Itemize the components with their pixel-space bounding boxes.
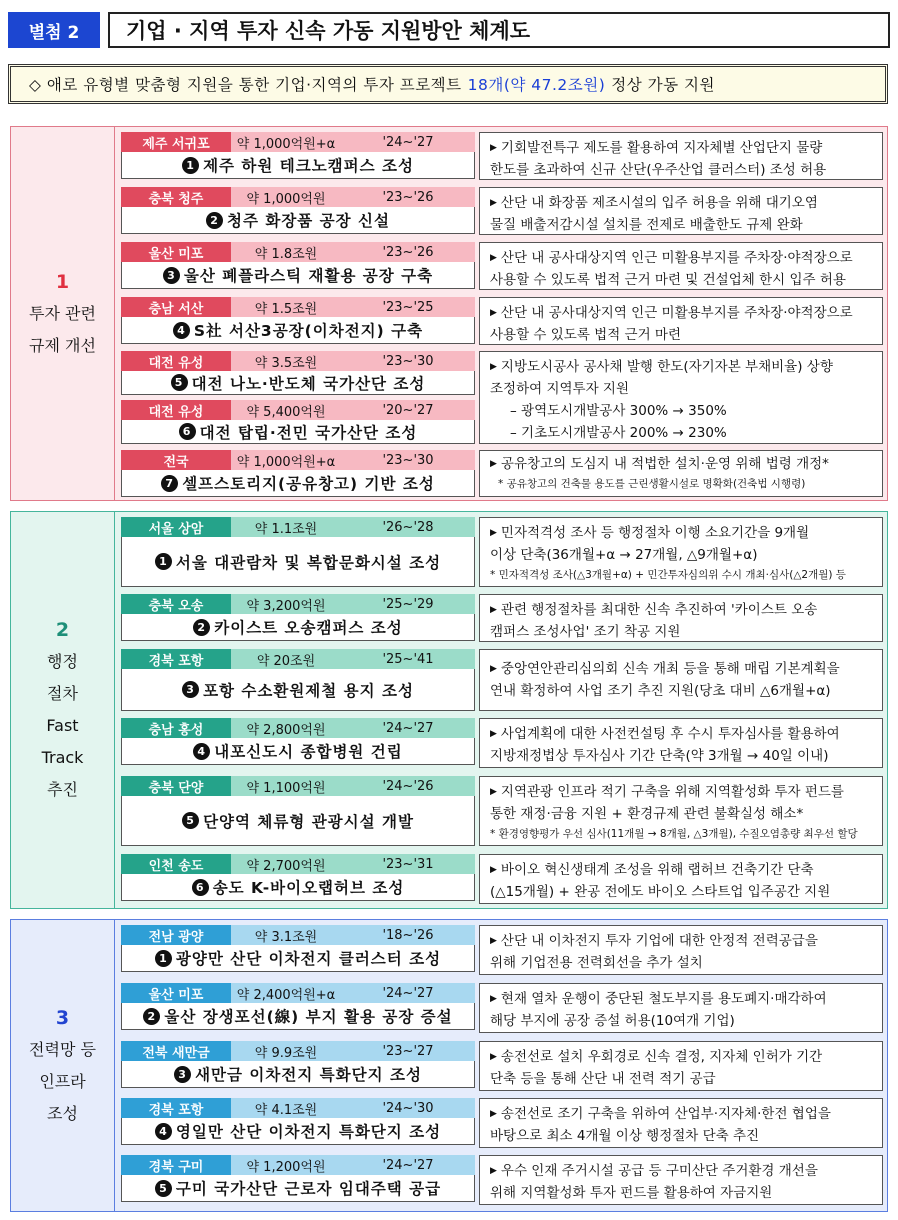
project-name: 대전 나노·반도체 국가산단 조성 — [191, 374, 426, 393]
number-badge: 4 — [155, 1123, 172, 1140]
number-badge: 1 — [155, 553, 172, 570]
project-name: 포항 수소환원제철 용지 조성 — [203, 681, 414, 700]
number-badge: 2 — [206, 212, 223, 229]
measure-box — [479, 594, 883, 642]
project-card — [121, 517, 475, 587]
project-period: '24~'27 — [341, 1155, 475, 1175]
project-region: 대전 유성 — [121, 400, 231, 420]
project-name: 카이스트 오송캠퍼스 조성 — [214, 619, 403, 637]
measure-line: 연내 확정하여 사업 조기 추진 지원(당초 대비 △6개월+α) — [490, 683, 831, 699]
measure-line: 지역관광 인프라 적기 구축을 위해 지역활성화 투자 펀드를 — [500, 784, 844, 800]
measure-line: 우수 인재 주거시설 공급 등 구미산단 주거환경 개선을 — [500, 1163, 818, 1179]
project-amount: 약 1,000억원+α — [231, 450, 341, 470]
project-period: '24~'30 — [341, 1098, 475, 1118]
project-period: '23~'27 — [341, 1041, 475, 1061]
section-number: 3 — [55, 1006, 70, 1029]
project-amount: 약 20조원 — [231, 649, 341, 669]
project-region: 경북 구미 — [121, 1155, 231, 1175]
measure-line: 이상 단축(36개월+α → 27개월, △9개월+α) — [490, 547, 758, 563]
project-card — [121, 776, 475, 846]
project-region: 제주 서귀포 — [121, 132, 231, 152]
number-badge: 7 — [161, 475, 178, 492]
project-region: 울산 미포 — [121, 983, 231, 1003]
measure-box — [479, 297, 883, 345]
measure-line: – 기초도시개발공사 200% → 230% — [510, 425, 727, 441]
appendix-badge: 별첨 2 — [8, 12, 100, 48]
measure-box — [479, 1098, 883, 1148]
number-badge: 4 — [193, 743, 210, 760]
measure-line: 송전선로 조기 구축을 위하여 산업부·지자체·한전 협업을 — [500, 1106, 831, 1122]
triangle-bullet-icon: ▶ — [490, 994, 497, 1004]
triangle-bullet-icon: ▶ — [490, 1052, 497, 1062]
measure-line: 민자적격성 조사 등 행정절차 이행 소요기간을 9개월 — [500, 525, 810, 541]
project-amount: 약 3.1조원 — [231, 925, 341, 945]
project-period: '25~'29 — [341, 594, 475, 614]
project-card — [121, 400, 475, 444]
measure-line: 관련 행정절차를 최대한 신속 추진하여 '카이스트 오송 — [500, 602, 818, 618]
section-title-line: 추진 — [47, 780, 78, 799]
triangle-bullet-icon: ▶ — [490, 664, 497, 674]
number-badge: 1 — [182, 157, 199, 174]
triangle-bullet-icon: ▶ — [490, 605, 497, 615]
project-period: '23~'31 — [341, 854, 475, 874]
measure-footnote: * 공유창고의 건축물 용도를 근린생활시설로 명확화(건축법 시행령) — [498, 478, 806, 490]
measure-line: 지방도시공사 공사채 발행 한도(자기자본 부채비율) 상향 — [500, 359, 833, 375]
project-amount: 약 4.1조원 — [231, 1098, 341, 1118]
project-period: '24~'27 — [341, 132, 475, 152]
measure-box — [479, 925, 883, 975]
measure-box — [479, 242, 883, 290]
triangle-bullet-icon: ▶ — [490, 936, 497, 946]
measure-line: 중앙연안관리심의회 신속 개최 등을 통해 매립 기본계획을 — [500, 661, 840, 677]
project-region: 울산 미포 — [121, 242, 231, 262]
project-amount: 약 1,000억원 — [231, 187, 341, 207]
triangle-bullet-icon: ▶ — [490, 729, 497, 739]
measure-box — [479, 187, 883, 235]
number-badge: 5 — [155, 1180, 172, 1197]
section-title-line: 행정 — [47, 652, 78, 671]
measure-line: 캠퍼스 조성사업' 조기 착공 지원 — [490, 624, 681, 640]
triangle-bullet-icon: ▶ — [490, 865, 497, 875]
project-card — [121, 594, 475, 641]
section-infrastructure — [10, 919, 888, 1212]
project-name: S社 서산3공장(이차전지) 구축 — [193, 322, 424, 340]
project-region: 충북 청주 — [121, 187, 231, 207]
project-card — [121, 1098, 475, 1145]
measure-line: 현재 열차 운행이 중단된 철도부지를 용도폐지·매각하여 — [500, 991, 827, 1007]
project-amount: 약 1.8조원 — [231, 242, 341, 262]
measure-box — [479, 517, 883, 587]
project-card — [121, 450, 475, 497]
summary-prefix: ◇ 애로 유형별 맞춤형 지원을 통한 기업·지역의 투자 프로젝트 — [29, 76, 462, 94]
project-amount: 약 1,200억원 — [231, 1155, 341, 1175]
project-period: '23~'30 — [341, 351, 475, 371]
measure-line: 조정하여 지역투자 지원 — [490, 381, 629, 397]
measure-line: 기회발전특구 제도를 활용하여 지자체별 산업단지 물량 — [500, 140, 823, 156]
project-name: 서울 대관람차 및 복합문화시설 조성 — [175, 553, 442, 572]
project-period: '18~'26 — [341, 925, 475, 945]
project-region: 경북 포항 — [121, 1098, 231, 1118]
project-period: '20~'27 — [341, 400, 475, 420]
project-period: '24~'27 — [341, 718, 475, 738]
measure-box — [479, 351, 883, 444]
project-region: 인천 송도 — [121, 854, 231, 874]
measure-box — [479, 132, 883, 180]
measure-line: 지방재정법상 투자심사 기간 단축(약 3개월 → 40일 이내) — [490, 748, 829, 764]
measure-line: (△15개월) + 완공 전에도 바이오 스타트업 입주공간 지원 — [490, 884, 831, 900]
project-period: '25~'41 — [341, 649, 475, 669]
triangle-bullet-icon: ▶ — [490, 1109, 497, 1119]
project-amount: 약 3.5조원 — [231, 351, 341, 371]
measure-line: 바이오 혁신생태계 조성을 위해 랩허브 건축기간 단축 — [500, 862, 814, 878]
project-amount: 약 3,200억원 — [231, 594, 341, 614]
project-amount: 약 1,000억원+α — [231, 132, 341, 152]
triangle-bullet-icon: ▶ — [490, 459, 497, 469]
project-amount: 약 9.9조원 — [231, 1041, 341, 1061]
section-number: 2 — [55, 619, 70, 641]
measure-line: 산단 내 화장품 제조시설의 입주 허용을 위해 대기오염 — [500, 195, 818, 211]
project-amount: 약 1,100억원 — [231, 776, 341, 796]
number-badge: 1 — [155, 950, 172, 967]
triangle-bullet-icon: ▶ — [490, 787, 497, 797]
section-title-line: 조성 — [47, 1103, 78, 1123]
measure-footnote: * 민자적격성 조사(△3개월+α) + 민간투자심의위 수시 개최·심사(△2개월) 등 — [490, 569, 846, 581]
project-name: 단양역 체류형 관광시설 개발 — [203, 812, 414, 831]
project-card — [121, 1041, 475, 1088]
project-name: 대전 탑립·전민 국가산단 조성 — [199, 423, 418, 442]
project-name: 송도 K-바이오랩허브 조성 — [212, 879, 405, 897]
project-region: 서울 상암 — [121, 517, 231, 537]
triangle-bullet-icon: ▶ — [490, 362, 497, 372]
project-period: '24~'26 — [341, 776, 475, 796]
triangle-bullet-icon: ▶ — [490, 253, 497, 263]
triangle-bullet-icon: ▶ — [490, 308, 497, 318]
project-period: '23~'26 — [341, 242, 475, 262]
project-card — [121, 718, 475, 765]
measure-line: 해당 부지에 공장 증설 허용(10여개 기업) — [490, 1013, 735, 1029]
number-badge: 2 — [193, 619, 210, 636]
section-number: 1 — [55, 270, 70, 293]
project-period: '24~'27 — [341, 983, 475, 1003]
project-card — [121, 649, 475, 711]
measure-line: 사업계획에 대한 사전컨설팅 후 수시 투자심사를 활용하여 — [500, 726, 840, 742]
measure-line: 공유창고의 도심지 내 적법한 설치·운영 위해 법령 개정* — [500, 456, 829, 472]
section-regulation — [10, 126, 888, 501]
project-name: 울산 폐플라스틱 재활용 공장 구축 — [183, 267, 434, 285]
project-region: 대전 유성 — [121, 351, 231, 371]
section-title-line: 절차 — [47, 684, 78, 703]
number-badge: 5 — [171, 374, 188, 391]
measure-line: 단축 등을 통해 산단 내 전력 적기 공급 — [490, 1071, 716, 1087]
section-title-line: 인프라 — [39, 1071, 86, 1091]
measure-line: 산단 내 이차전지 투자 기업에 대한 안정적 전력공급을 — [500, 933, 818, 949]
triangle-bullet-icon: ▶ — [490, 143, 497, 153]
project-card — [121, 351, 475, 395]
project-name: 제주 하원 테크노캠퍼스 조성 — [203, 157, 414, 175]
measure-line: 한도를 초과하여 신규 산단(우주산업 클러스터) 조성 허용 — [490, 162, 827, 178]
measure-line: 송전선로 설치 우회경로 신속 결정, 지자체 인허가 기간 — [500, 1049, 823, 1065]
project-card — [121, 132, 475, 179]
section-label — [11, 512, 115, 908]
project-card — [121, 242, 475, 289]
number-badge: 6 — [192, 879, 209, 896]
measure-box — [479, 450, 883, 497]
project-name: 영일만 산단 이차전지 특화단지 조성 — [175, 1123, 442, 1141]
measure-line: 위해 기업전용 전력회선을 추가 설치 — [490, 955, 703, 971]
project-period: '23~'25 — [341, 297, 475, 317]
number-badge: 6 — [179, 423, 196, 440]
project-amount: 약 5,400억원 — [231, 400, 341, 420]
triangle-bullet-icon: ▶ — [490, 198, 497, 208]
triangle-bullet-icon: ▶ — [490, 1166, 497, 1176]
project-region: 경북 포항 — [121, 649, 231, 669]
measure-box — [479, 983, 883, 1033]
project-card — [121, 187, 475, 234]
measure-line: – 광역도시개발공사 300% → 350% — [510, 403, 727, 419]
section-title-line: 규제 개선 — [29, 335, 96, 355]
project-card — [121, 1155, 475, 1202]
project-name: 셀프스토리지(공유창고) 기반 조성 — [182, 475, 435, 493]
document-header — [8, 8, 890, 52]
measure-box — [479, 649, 883, 711]
section-label — [11, 127, 115, 500]
project-region: 전국 — [121, 450, 231, 470]
measure-line: 위해 지역활성화 투자 펀드를 활용하여 자금지원 — [490, 1185, 773, 1201]
project-name: 새만금 이차전지 특화단지 조성 — [195, 1066, 422, 1084]
section-label — [11, 920, 115, 1211]
section-title-line: Track — [41, 748, 84, 767]
section-fast-track — [10, 511, 888, 909]
project-card — [121, 925, 475, 972]
project-period: '26~'28 — [341, 517, 475, 537]
project-amount: 약 2,700억원 — [231, 854, 341, 874]
summary-suffix: 정상 가동 지원 — [611, 76, 715, 94]
project-region: 충남 홍성 — [121, 718, 231, 738]
project-name: 내포신도시 종합병원 건립 — [214, 743, 403, 761]
section-title-line: 투자 관련 — [29, 303, 96, 323]
number-badge: 4 — [173, 322, 190, 339]
project-amount: 약 1.5조원 — [231, 297, 341, 317]
project-name: 울산 장생포선(線) 부지 활용 공장 증설 — [164, 1008, 453, 1026]
project-name: 청주 화장품 공장 신설 — [227, 212, 390, 230]
summary-highlight: 18개(약 47.2조원) — [467, 76, 606, 94]
triangle-bullet-icon: ▶ — [490, 528, 497, 538]
project-region: 충북 단양 — [121, 776, 231, 796]
measure-line: 사용할 수 있도록 법적 근거 마련 — [490, 327, 681, 343]
number-badge: 3 — [174, 1066, 191, 1083]
project-region: 전북 새만금 — [121, 1041, 231, 1061]
page-title: 기업 · 지역 투자 신속 가동 지원방안 체계도 — [108, 12, 890, 48]
project-amount: 약 2,400억원+α — [231, 983, 341, 1003]
measure-line: 물질 배출저감시설 설치를 전제로 배출한도 규제 완화 — [490, 217, 803, 233]
project-region: 충북 오송 — [121, 594, 231, 614]
number-badge: 3 — [182, 681, 199, 698]
project-amount: 약 2,800억원 — [231, 718, 341, 738]
measure-box — [479, 718, 883, 768]
number-badge: 5 — [182, 812, 199, 829]
project-region: 충남 서산 — [121, 297, 231, 317]
project-name: 구미 국가산단 근로자 임대주택 공급 — [175, 1180, 442, 1198]
section-title-line: Fast — [46, 716, 79, 735]
measure-box — [479, 1041, 883, 1091]
project-card — [121, 854, 475, 901]
project-name: 광양만 산단 이차전지 클러스터 조성 — [175, 950, 442, 968]
measure-line: 통한 재정·금융 지원 + 환경규제 관련 불확실성 해소* — [490, 806, 804, 822]
project-amount: 약 1.1조원 — [231, 517, 341, 537]
project-card — [121, 983, 475, 1030]
measure-line: 사용할 수 있도록 법적 근거 마련 및 건설업체 한시 입주 허용 — [490, 272, 846, 288]
project-region: 전남 광양 — [121, 925, 231, 945]
measure-line: 산단 내 공사대상지역 인근 미활용부지를 주차장·야적장으로 — [500, 305, 853, 321]
summary-banner — [8, 64, 888, 104]
number-badge: 3 — [163, 267, 180, 284]
measure-box — [479, 854, 883, 904]
project-card — [121, 297, 475, 344]
measure-box — [479, 776, 883, 846]
number-badge: 2 — [143, 1008, 160, 1025]
section-title-line: 전력망 등 — [29, 1039, 96, 1059]
measure-line: 산단 내 공사대상지역 인근 미활용부지를 주차장·야적장으로 — [500, 250, 853, 266]
measure-box — [479, 1155, 883, 1205]
measure-footnote: * 환경영향평가 우선 심사(11개월 → 8개월, △3개월), 수질오염총량 최우선 할당 — [490, 828, 858, 840]
project-period: '23~'26 — [341, 187, 475, 207]
project-period: '23~'30 — [341, 450, 475, 470]
measure-line: 바탕으로 최소 4개월 이상 행정절차 단축 추진 — [490, 1128, 760, 1144]
